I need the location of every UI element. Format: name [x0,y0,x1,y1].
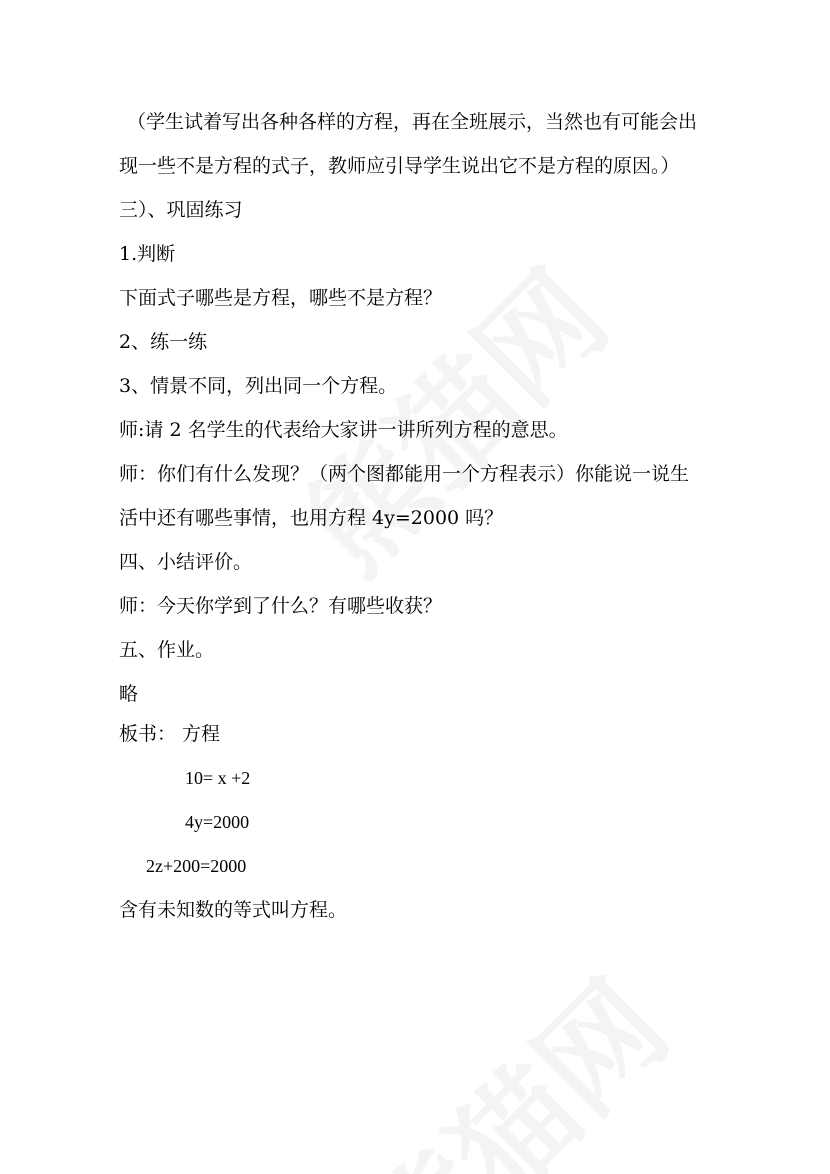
paragraph-line: 师:请 2 名学生的代表给大家讲一讲所列方程的意思。 [119,419,568,441]
equation: 10= x +2 [185,768,251,788]
item-heading: 1.判断 [119,243,176,265]
item-heading: 2、练一练 [119,331,208,353]
paragraph-line: 略 [119,683,139,705]
watermark [322,938,698,1174]
paragraph-line: 下面式子哪些是方程，哪些不是方程？ [119,287,443,309]
paragraph-line: 活中还有哪些事情，也用方程 4y=2000 吗？ [119,507,504,529]
paragraph-line: 现一些不是方程的式子，教师应引导学生说出它不是方程的原因。） [119,155,680,177]
paragraph-line: （学生试着写出各种各样的方程，再在全班展示，当然也有可能会出 [127,111,698,133]
board-heading: 板书： 方程 [119,723,221,745]
watermark [262,228,638,604]
equation: 2z+200=2000 [146,856,247,876]
section-heading: 三）、巩固练习 [119,199,243,221]
paragraph-line: 师：你们有什么发现？（两个图都能用一个方程表示）你能说一说生 [119,463,690,485]
definition: 含有未知数的等式叫方程。 [119,899,348,921]
paragraph-line: 师：今天你学到了什么？有哪些收获？ [119,595,443,617]
section-heading: 五、作业。 [119,639,215,661]
equation: 4y=2000 [185,812,250,832]
item-heading: 3、情景不同，列出同一个方程。 [119,375,398,397]
section-heading: 四、小结评价。 [119,551,253,573]
